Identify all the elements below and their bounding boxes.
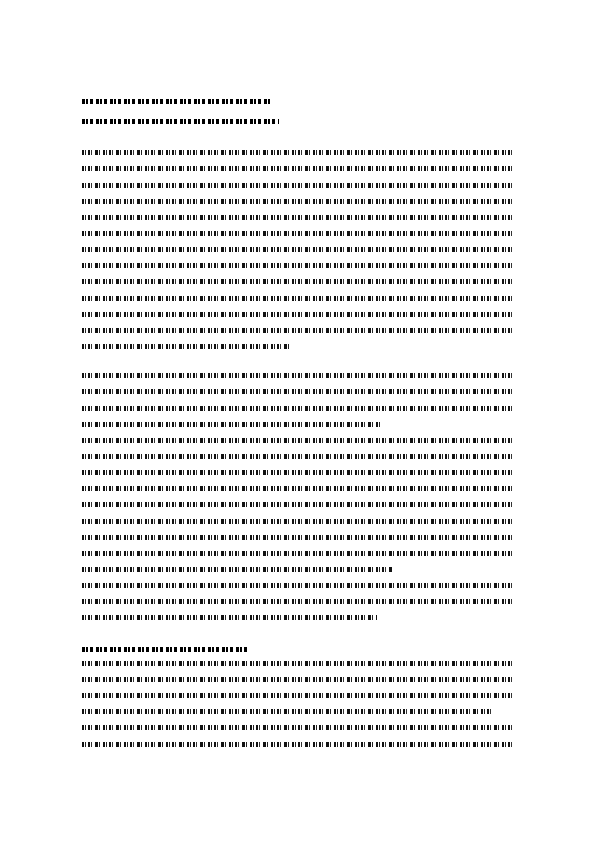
text-line <box>82 470 513 475</box>
text-line <box>82 183 513 188</box>
text-line <box>82 677 513 682</box>
text-line <box>82 373 513 378</box>
text-line <box>82 328 513 333</box>
text-line <box>82 312 513 317</box>
text-line <box>82 231 513 236</box>
header-line-1-text <box>0 0 1 1</box>
text-line <box>82 199 513 204</box>
text-line <box>82 406 513 411</box>
text-line <box>82 742 513 747</box>
text-line <box>82 519 513 524</box>
text-line <box>82 583 513 588</box>
text-line <box>82 502 513 507</box>
text-line <box>82 599 513 604</box>
text-line <box>82 454 513 459</box>
header-line-2-text <box>0 0 1 1</box>
text-line <box>82 486 513 491</box>
section-heading-text <box>0 0 1 1</box>
text-line <box>82 389 513 394</box>
text-line <box>82 725 513 730</box>
text-line <box>82 693 513 698</box>
text-line <box>82 215 513 220</box>
text-line <box>82 247 513 252</box>
text-line <box>82 567 392 572</box>
text-line <box>82 615 377 620</box>
header-line-2 <box>82 119 279 124</box>
text-line <box>82 263 513 268</box>
text-line <box>82 166 513 171</box>
text-line <box>82 296 513 301</box>
text-line <box>82 709 493 714</box>
text-line <box>82 661 513 666</box>
text-line <box>82 535 513 540</box>
text-line <box>82 150 513 155</box>
text-line <box>82 344 290 349</box>
text-line <box>82 422 382 427</box>
text-line <box>82 279 513 284</box>
header-line-1 <box>82 99 272 104</box>
section-heading <box>82 647 250 652</box>
text-line <box>82 438 513 443</box>
text-line <box>82 551 513 556</box>
